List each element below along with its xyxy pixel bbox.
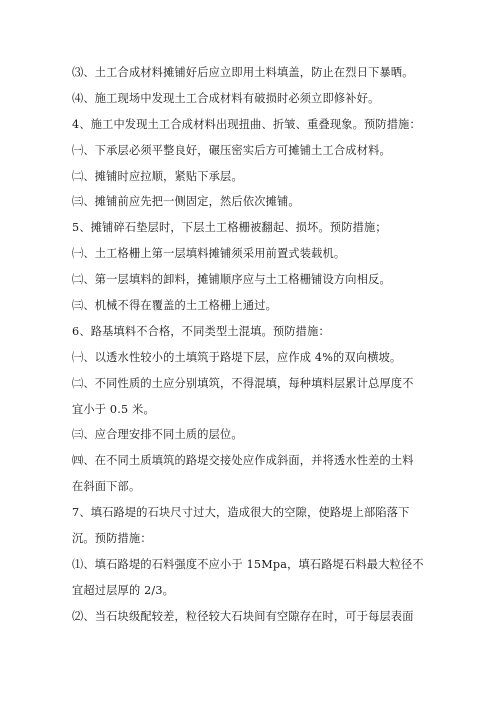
text-line: ㈣、在不同土质填筑的路堤交接处应作成斜面，并将透水性差的土料	[72, 454, 414, 468]
text-line: 5、摊铺碎石垫层时，下层土工格栅被翻起、损坏。预防措施；	[72, 221, 387, 235]
text-line: ㈢、机械不得在覆盖的土工格栅上通过。	[72, 299, 277, 313]
text-line: ⑷、施工现场中发现土工合成材料有破损时必须立即修补好。	[72, 91, 380, 105]
text-line: 在斜面下部。	[72, 480, 141, 494]
text-line: ㈡、摊铺时应拉顺，紧贴下承层。	[72, 169, 243, 183]
text-line: 4、施工中发现土工合成材料出现扭曲、折皱、重叠现象。预防措施：	[72, 117, 421, 131]
text-line: 宜超过层厚的 2/3。	[72, 583, 175, 597]
text-line: 宜小于 0.5 米。	[72, 402, 155, 416]
text-line: ⑵、当石块级配较差，粒径较大石块间有空隙存在时，可于每层表面	[72, 609, 414, 623]
text-line: ㈠、以透水性较小的土填筑于路堤下层，应作成 4%的双向横坡。	[72, 350, 402, 364]
text-line: ㈠、下承层必须平整良好，碾压密实后方可摊铺土工合成材料。	[72, 143, 391, 157]
text-line: ⑴、填石路堤的石料强度不应小于 15Mpa，填石路堤石料最大粒径不	[72, 557, 424, 571]
document-body	[72, 60, 434, 630]
text-line: ㈢、应合理安排不同土质的层位。	[72, 428, 243, 442]
text-line: ㈡、第一层填料的卸料，摊铺顺序应与土工格栅铺设方向相反。	[72, 273, 391, 287]
text-line: 6、路基填料不合格，不同类型土混填。预防措施：	[72, 324, 330, 338]
text-line: ㈠、土工格栅上第一层填料摊铺须采用前置式装载机。	[72, 247, 346, 261]
text-line: 沉。预防措施：	[72, 532, 152, 546]
text-line: ㈢、摊铺前应先把一侧固定，然后依次摊铺。	[72, 195, 300, 209]
text-line: 7、填石路堤的石块尺寸过大，造成很大的空隙，使路堤上部陷落下	[72, 506, 410, 520]
text-line: ⑶、土工合成材料摊铺好后应立即用土料填盖，防止在烈日下暴晒。	[72, 66, 414, 79]
text-line: ㈡、不同性质的土应分别填筑，不得混填，每种填料层累计总厚度不	[72, 376, 414, 390]
